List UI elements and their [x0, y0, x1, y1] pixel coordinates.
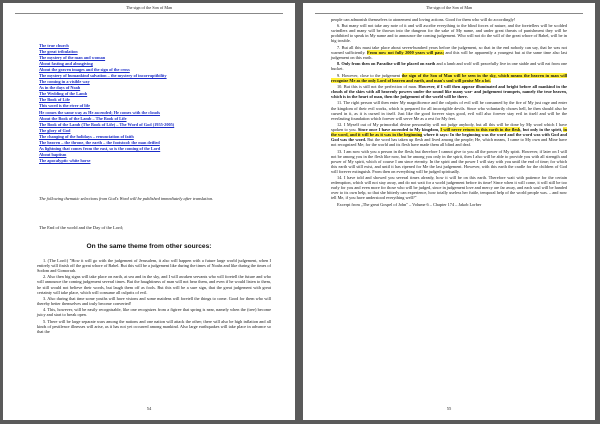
highlighted-text: in the word, and it will be as it was in the beginning: [331, 127, 568, 138]
topic-link[interactable]: About the graven images and the sign of the cross: [39, 67, 130, 73]
highlighted-text: From now not fully 2000 years will pass;: [366, 49, 445, 55]
text-run: and this will be apparently a youngest but at the same time also last judgement on this earth.: [331, 49, 567, 60]
topic-link[interactable]: The true church: [39, 43, 69, 48]
topic-link[interactable]: As lightning that comes from the east, so is the coming of the Lord: [39, 145, 161, 151]
bold-text: , but only in the spirit,: [520, 127, 564, 133]
bold-text: However, if I will then appear illuminated and bright before all mankind in the clouds of the skies with all heavenly powers under the sound like many war- and judgement trumpets, namely the true heaven, which is in the heart of man, then the judgement of the world will be there.: [331, 84, 568, 100]
bold-text: where it says:: [422, 132, 451, 138]
paragraph: 5. There will be large separate wars among the nations and one nation will attack the other; there will also be high inflation and all kinds of pestilence illnesses will arise, as it has not yet occurred among mankind. Also large earthquakes will take place in advance so that the: [37, 318, 271, 334]
topic-link[interactable]: The glory of God: [39, 127, 71, 133]
page-number: 55: [446, 406, 452, 411]
topic-link[interactable]: The coming in a visible way: [39, 79, 90, 85]
topic-link[interactable]: About baptism: [39, 151, 67, 157]
intro-text: The following thematic selections from God's Word will be published immediately after translation.: [39, 196, 214, 201]
header-rule: [315, 13, 583, 14]
topic-link[interactable]: About the Book of the Lamb – The Book of Life: [39, 115, 127, 121]
topic-link-list: [39, 43, 269, 164]
paragraph: 14. I have told and showed you several times already, how it will be on this earth. Therefore wait with patience for the certain redemption, which will not stay away, and do not wait for a world judgement before its time! Since when it will come, it will still be too early for you and even more for those who will be judged, since in judgement love and mercy are far away, and each soul will be handed over to its own help, so that she bitterly can experience, how totally useless her futile, temporal help of the world people was. – and now tell Me, if you have understood everything well?": [331, 175, 567, 201]
bold-text: In the beginning was the word and the word was with God and God was the word.: [331, 132, 567, 143]
left-page-header: The sign of the Son of Man: [125, 5, 173, 10]
right-page-header: The sign of the Son of Man: [425, 5, 473, 10]
paragraph: [331, 73, 567, 83]
paragraph: [331, 61, 567, 71]
topic-link[interactable]: The Book of Life: [39, 97, 70, 103]
topic-link[interactable]: About fasting and almsgiving: [39, 61, 93, 67]
left-page: [3, 3, 295, 420]
text-run: 9. However, close to the judgement: [337, 72, 402, 78]
topic-link[interactable]: The Book of the Lamb (The Book of Life) – The Word of God (1955-2005): [39, 121, 175, 127]
topic-link[interactable]: The mystery of the man and woman: [39, 55, 106, 61]
text-run: 7. But all this must take place about seven-hundred years before the judgement, so that in the end nobody can say, that he was not warned sufficiently.: [331, 44, 567, 55]
topic-link[interactable]: The mystery of humankind salvation – the mystery of incorruptibility: [39, 73, 167, 79]
paragraph: 6. But many will not take any note of it and will ascribe everything to the blind forces of nature, and the foretellers will be scolded swindlers and many will be thrown into the dungeon for the sake of My name, and under great threats of punishment they will be prohibited to speak in My name and to announce the coming judgement. Who will not do the will of the great whore of Babel, will be in big trouble.: [331, 23, 567, 44]
highlighted-text: I will never return to this earth in the flesh: [440, 127, 521, 133]
section-subheading: On the same theme from other sources:: [86, 243, 212, 250]
text-run: 12. I Myself out of My primordial divine personality will not judge anybody, but all this will be done by My word which I have spoken to you.: [331, 121, 567, 133]
page-number: 54: [146, 406, 152, 411]
topic-link[interactable]: As in the days of Noah: [39, 85, 81, 91]
bold-text: 8. Only from then on Paradise will be placed on earth: [337, 61, 436, 67]
paragraph: [331, 45, 567, 60]
source-reference: Excerpt from „The great Gospel of John" – Volume 6 – Chapter 174 – Jakob Lorber: [337, 201, 482, 207]
paragraph: 4. This, however, will be easily recognisable, like one recognizes from a figtree that spring is near, namely when the (tree) become juicy and start to break open.: [37, 307, 271, 318]
paragraph: [331, 84, 567, 99]
header-rule: [15, 13, 283, 14]
topic-link[interactable]: The heaven – the throne, the earth – the footstool: the man deified: [39, 139, 160, 145]
paragraph: people can admonish themselves to atonement and loving actions. Good for them who will do accordingly!: [331, 17, 516, 22]
topic-link[interactable]: The changing of the holidays – renunciation of faith: [39, 133, 134, 139]
text-run: and a lamb and wolf will peacefully live in one stable and will eat from one bucket.: [331, 61, 567, 72]
paragraph: [331, 122, 567, 147]
end-of-world-line: The End of the world and the Day of the Lord;: [39, 225, 123, 230]
bold-text: Since once I have ascended to My kingdom,: [357, 127, 441, 133]
paragraph: 2. Also then big signs will take place on earth, at sea and in the sky, and I will awaken servants who will foretell the future and who will announce the coming judgement several times. But the haughtiness of man will not hear them, and even if he would listen to them, he still would not believe their words, but laugh them off as fools. But this will be a sure sign, that the great judgement with great certainty will take place, which will consume all culprits of evil.: [37, 274, 271, 295]
highlighted-text: the sign of the Son of Man will be seen in the sky, which means the heaven in man will recognize Me as the only Lord of heaven and earth, and man's soul will praise Me a lot.: [331, 72, 567, 83]
topic-link[interactable]: He comes the same way as He ascended; He comes with the clouds: [39, 109, 161, 115]
paragraph: 3. Also during that time some youths will have visions and some maidens will foretell the things to come. Good for them who will thereby better themselves and truly become converted!: [37, 295, 271, 306]
right-page: [303, 3, 595, 420]
right-body-text: [331, 17, 567, 208]
left-body-text: [37, 258, 271, 335]
topic-link[interactable]: The apocalyptic white horse: [39, 157, 91, 163]
paragraph: 1. (The Lord:) "How it will go with the judgement of Jerusalem, it also will happen with a future large world judgement, when I entirely will finish off the great whore of Babel. But this will be a judgement like during the times of Noahs and like during the times of Sodom and Gomorrah.: [37, 258, 271, 274]
paragraph: 13. I am now with you a person in the flesh; but therefore I cannot give to you all the power of My spirit. However, if later on I will not be among you in the flesh like now, but be among you only in the spirit, then I also will be able to provide you with all strength and power of My spirit, which of course I am since eternity. In the spirit and the power I will stay with you until the end of time; for which this earth will still exist, and until it has ripened for Me the last judgement. However, with this earth the cradle for the children of God will forever extinguish. From then on everything will be judged spiritually.: [331, 148, 567, 174]
topic-link[interactable]: The great tribulation: [39, 49, 78, 55]
topic-link[interactable]: The Wedding of the Lamb: [39, 91, 88, 97]
text-run: But the word has taken up flesh and lived among the people; He, which means, I came to My own and Mine have not recognized Me; for the world and its flesh have made them all blind and deaf.: [331, 137, 567, 148]
text-run: 10. But this is still not the perfection of man.: [337, 84, 419, 90]
paragraph: 11. The right person will then enter My magnificence and the culprits of evil will be consumed by the fire of My just rage and enter the kingdom of their evil works, which is prepared for all incorrigible devils. Since who voluntarily choses hell, he then should also be cursed in it, as it is cursed in itself. Just like the good forever stays good, evil will also forever stay evil in itself and will be the everlasting foundation which forever will serve Me as a rest for My feet.: [331, 100, 567, 121]
topic-link[interactable]: This word is the river of life: [39, 103, 91, 109]
